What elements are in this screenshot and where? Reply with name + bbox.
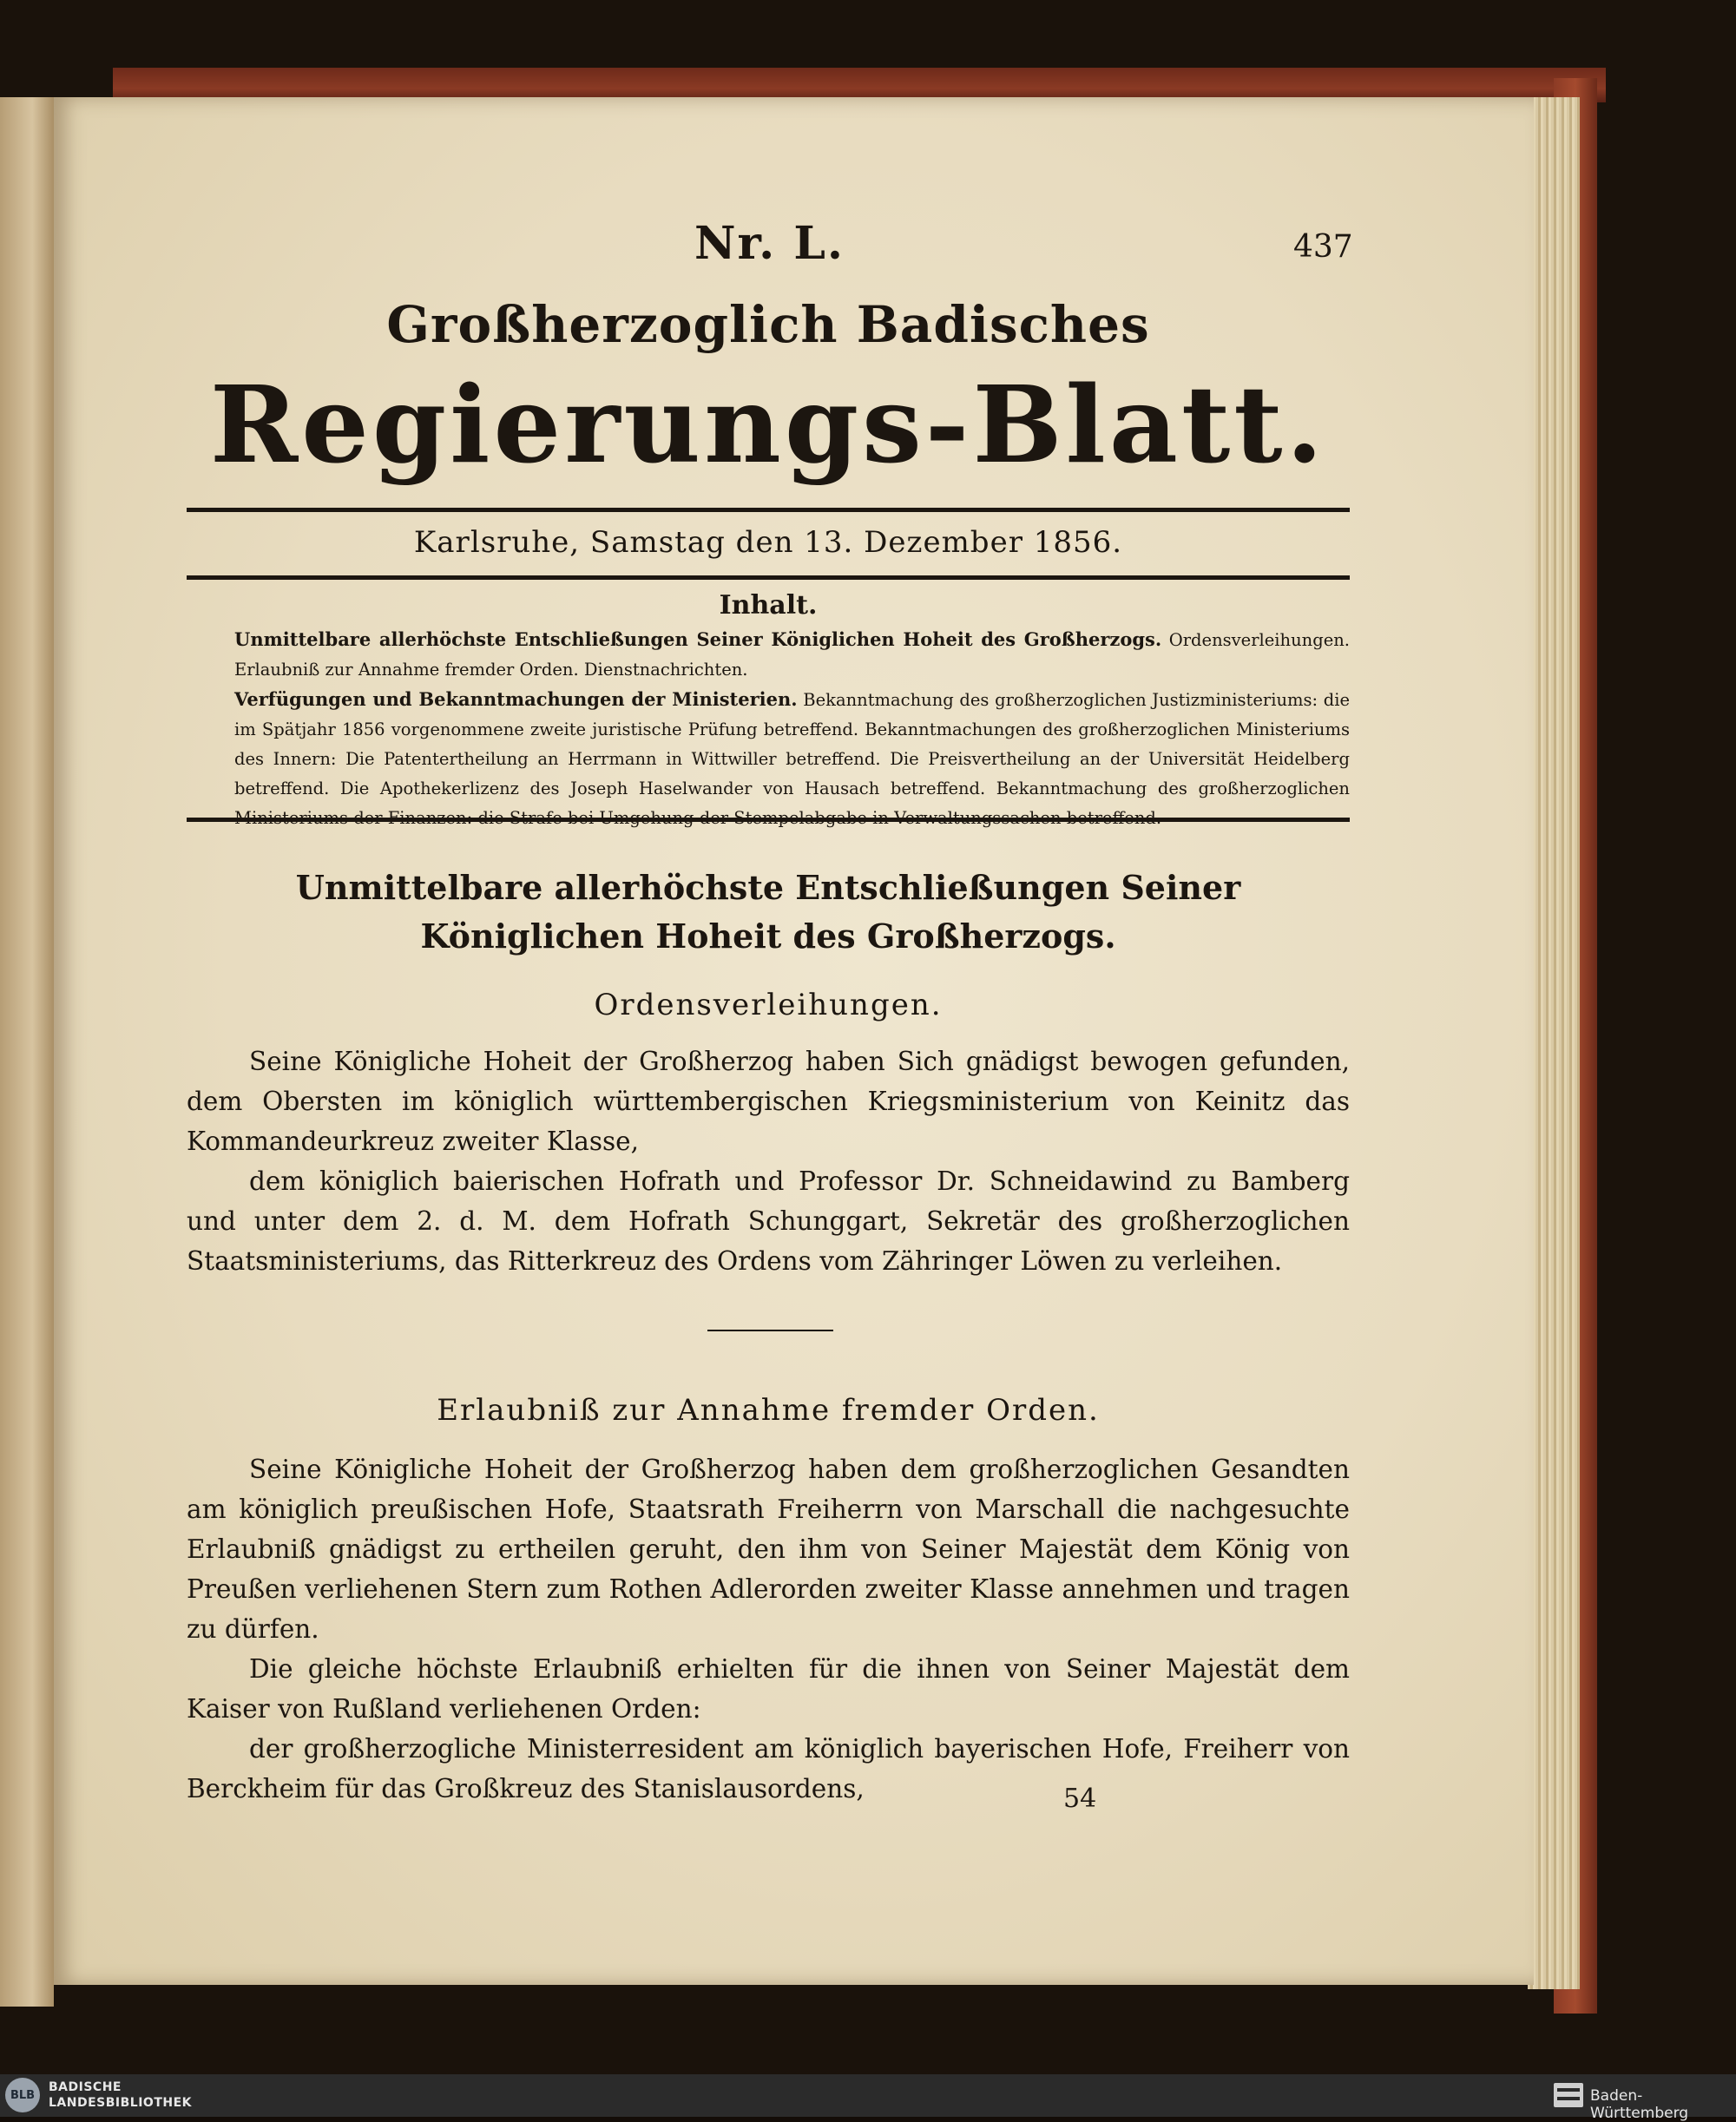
toc-entry-text: Bekanntmachung des großherzoglichen Justizministeriums: die im Spätjahr 1856 vorgenommene zweite juristische Prüfung betreffend. Bekanntmachungen des großherzoglichen Ministeriums des Innern: Die Patentertheilung an Herrmann in Wittwiller betreffend. Die Preisvertheilung an der Universität Heidelberg betreffend. Die Apothekerlizenz des Joseph Haselwander von Hausach betreffend. Bekanntmachung des großherzoglichen [234,690,1351,798]
dateline: Karlsruhe, Samstag den 13. Dezember 1856. [413,525,1123,560]
rule [187,575,1350,580]
library-name[interactable] [49,2079,192,2111]
paragraph: Die gleiche höchste Erlaubniß erhielten für die ihnen von Seiner Majestät dem Kaiser von Rußland verliehenen Orden: [187,1654,1350,1724]
viewer-footer [0,2074,1736,2122]
body-ordensverleihungen [187,1041,1350,1281]
paragraph: der großherzogliche Ministerresident am königlich bayerischen Hofe, Freiherr von Berckheim für das Großkreuz des Stanislausordens, [187,1734,1350,1803]
library-name-line2: LANDESBIBLIOTHEK [49,2096,193,2110]
masthead-line1: Großherzoglich Badisches [386,295,1150,354]
subheading-ordensverleihungen: Ordensverleihungen. [594,988,943,1022]
blb-logo-icon[interactable]: BLB [5,2078,40,2112]
toc-entry-title: Verfügungen und Bekanntmachungen der Ministerien. [234,688,798,710]
facing-page-edge [0,97,54,2007]
table-of-contents [187,625,1350,833]
page-number: 437 [1293,229,1353,265]
subheading-erlaubniss: Erlaubniß zur Annahme fremder Orden. [437,1393,1100,1428]
library-name-line1: BADISCHE [49,2080,122,2094]
toc-entry-title: Unmittelbare allerhöchste Entschließungen Seiner Königlichen Hoheit des Großherzogs. [234,628,1162,650]
contents-heading: Inhalt. [719,590,818,621]
page-edges [1528,97,1580,1989]
masthead-title: Regierungs-Blatt. [209,362,1327,487]
separator [707,1330,833,1331]
paragraph: Seine Königliche Hoheit der Großherzog haben Sich gnädigst bewogen gefunden, dem Obersten im königlich württembergischen Kriegsministerium von Keinitz das Kommandeurkreuz zweiter Klasse, [187,1047,1350,1156]
paragraph: Seine Königliche Hoheit der Großherzog haben dem großherzoglichen Gesandten am königlich preußischen Hofe, Staatsrath Freiherrn von Marschall die nachgesuchte Erlaubniß gnädigst zu ertheilen geruht, den ihm von Seiner Majestät dem König von Preußen verliehenen Stern zum Rothen Adlerorden zweiter Klasse annehmen und tragen zu dürfen. [187,1455,1350,1644]
body-erlaubniss [187,1449,1350,1809]
paragraph: dem königlich baierischen Hofrath und Professor Dr. Schneidawind zu Bamberg und unter dem 2. d. M. dem Hofrath Schunggart, Sekretär des großherzoglichen Staatsministeriums, das Ritterkreuz des Ordens vom Zähringer Löwen zu verleihen. [187,1166,1350,1276]
issue-number: Nr. L. [694,217,845,270]
rule [187,508,1350,512]
rule [187,818,1350,822]
toc-entry-text: Ordensverleihungen. Erlaubniß zur Annahme fremder Orden. Dienstnachrichten. [234,630,1350,680]
sheet-signature: 54 [1063,1784,1097,1814]
state-coat-of-arms-icon [1554,2083,1583,2107]
section-heading: Unmittelbare allerhöchste Entschließungen Seiner Königlichen Hoheit des Großherzogs. [295,868,1241,956]
state-name[interactable]: Baden-Württemberg [1590,2087,1689,2122]
